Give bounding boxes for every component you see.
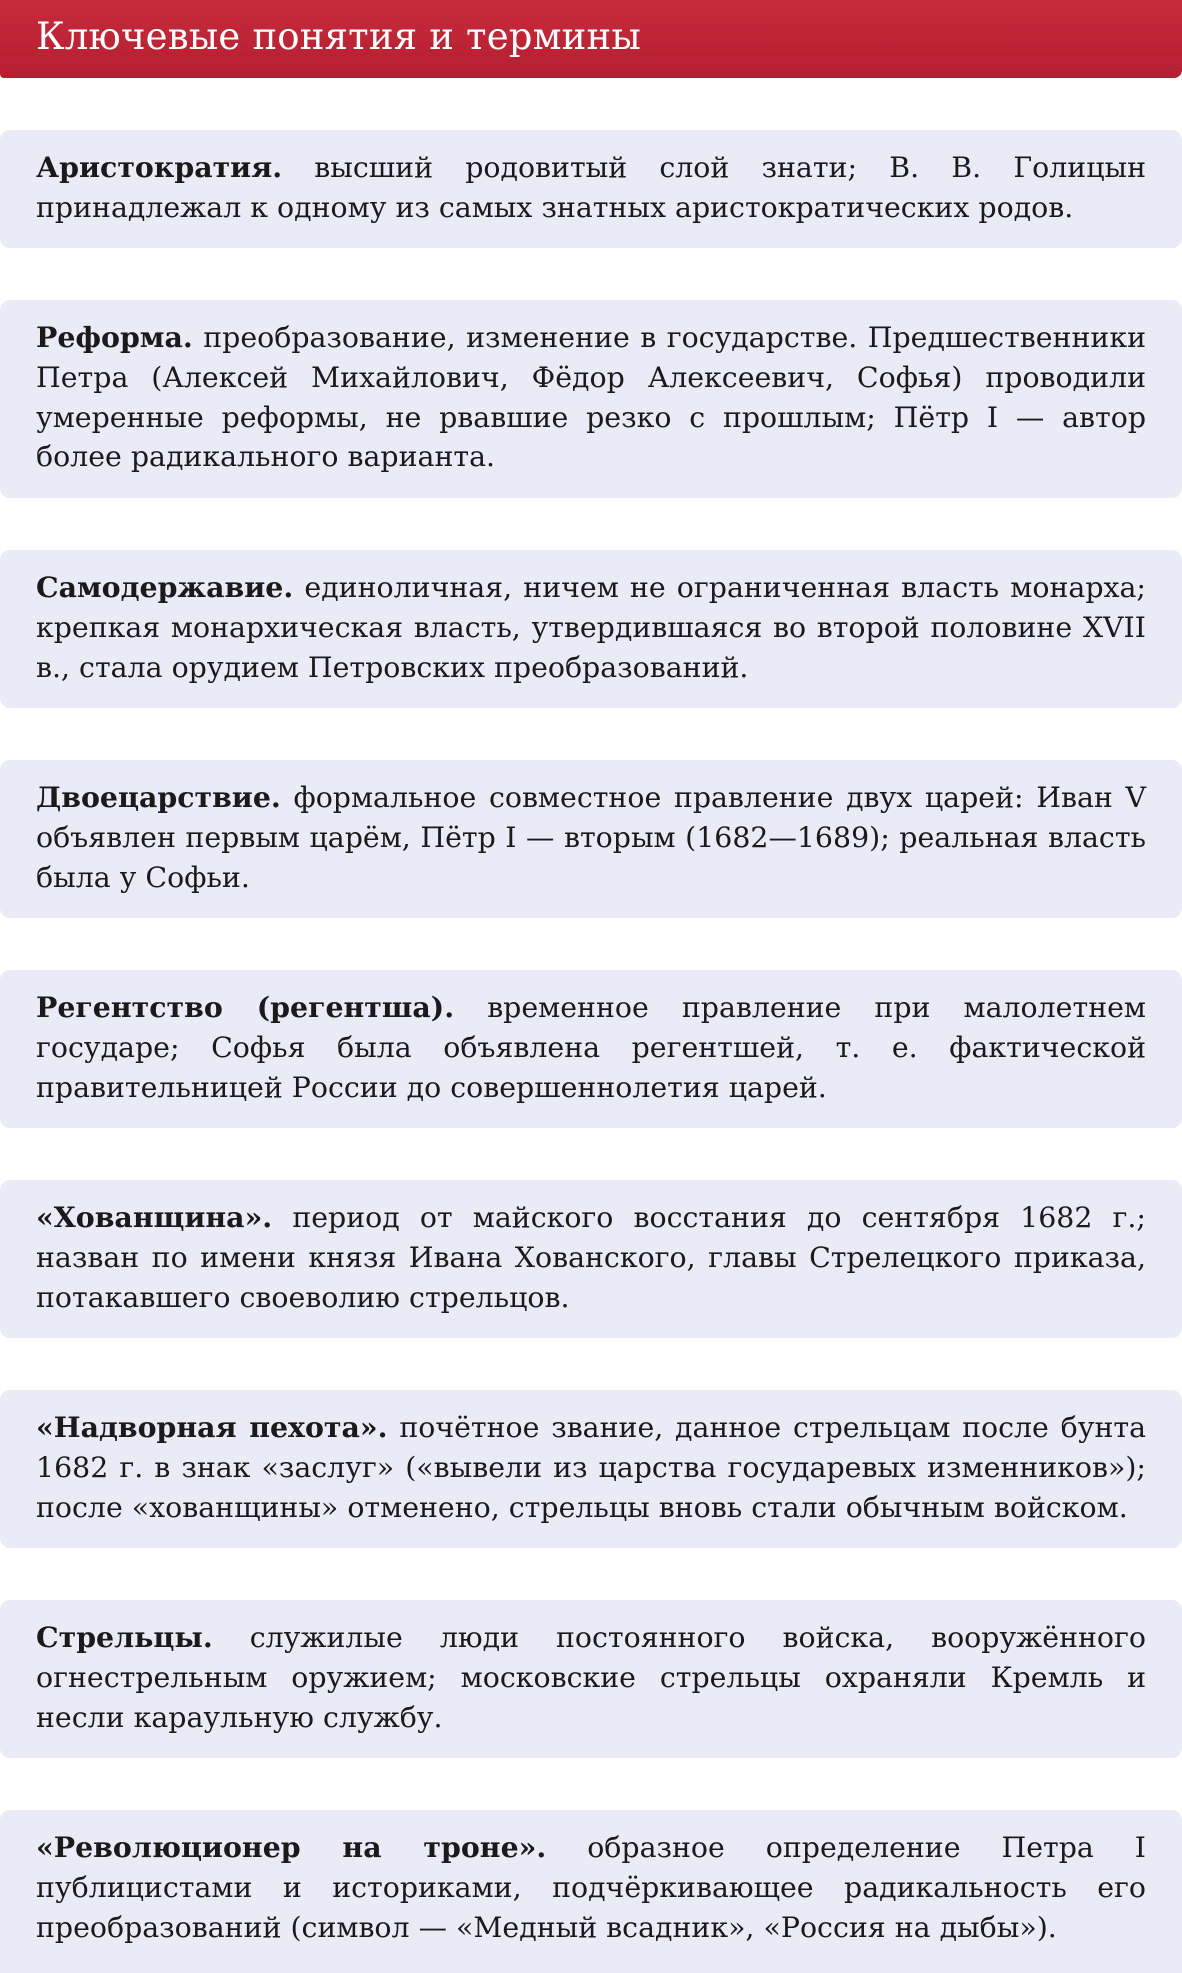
term-name: Аристократия.	[36, 150, 283, 184]
term-definition: период от майского восстания до сентября 1682 г.; назван по имени князя Ивана Хованского, главы Стрелецкого приказа, потакавшего своеволию стрельцов.	[36, 1201, 1146, 1314]
term-text	[36, 568, 1146, 687]
term-card-aristocracy	[0, 130, 1182, 248]
term-card-diarchy	[0, 760, 1182, 918]
term-definition: временное правление при малолетнем государе; Софья была объявлена регентшей, т. е. фактической правительницей России до совершеннолетия царей.	[36, 991, 1146, 1104]
term-definition: единоличная, ничем не ограниченная власть монарха; крепкая монархическая власть, утвердившаяся во второй половине XVII в., стала орудием Петровских преобразований.	[36, 571, 1146, 684]
term-name: «Хованщина».	[36, 1200, 273, 1234]
term-text	[36, 1198, 1146, 1317]
term-definition: формальное совместное правление двух царей: Иван V объявлен первым царём, Пётр I — вторым (1682—1689); реальная власть была у Софьи.	[36, 781, 1146, 894]
term-name: Самодержавие.	[36, 570, 294, 604]
term-definition: высший родовитый слой знати; В. В. Голицын принадлежал к одному из самых знатных аристократических родов.	[36, 151, 1146, 224]
term-text	[36, 778, 1146, 897]
term-card-regency	[0, 970, 1182, 1128]
term-card-autocracy	[0, 550, 1182, 708]
term-definition: преобразование, изменение в государстве. Предшественники Петра (Алексей Михайлович, Фёдор Алексеевич, Софья) проводили умеренные реформы, не рвавшие резко с прошлым; Пётр I — автор более радикального варианта.	[36, 321, 1146, 474]
term-card-revolutionary	[0, 1810, 1182, 1973]
term-text	[36, 988, 1146, 1107]
section-header	[0, 0, 1182, 78]
term-text	[36, 318, 1146, 477]
term-text	[36, 1618, 1146, 1737]
term-card-court-infantry	[0, 1390, 1182, 1548]
section-title: Ключевые понятия и термины	[36, 15, 642, 58]
term-definition: образное определение Петра I публицистами и историками, подчёркивающее радикальность его преобразований (символ — «Медный всадник», «Россия на дыбы»).	[36, 1831, 1146, 1944]
term-card-reform	[0, 300, 1182, 498]
term-definition: служилые люди постоянного войска, вооружённого огнестрельным оружием; московские стрельцы охраняли Кремль и несли караульную службу.	[36, 1621, 1146, 1734]
term-text	[36, 1408, 1146, 1527]
term-text	[36, 1828, 1146, 1947]
term-name: Двоецарствие.	[36, 780, 281, 814]
term-name: «Революционер на троне».	[36, 1830, 547, 1864]
term-text	[36, 148, 1146, 228]
term-name: Стрельцы.	[36, 1620, 213, 1654]
term-card-khovanshchina	[0, 1180, 1182, 1338]
term-name: Регентство (регентша).	[36, 990, 455, 1024]
term-name: «Надворная пехота».	[36, 1410, 388, 1444]
term-definition: почётное звание, данное стрельцам после бунта 1682 г. в знак «заслуг» («вывели из царства государевых изменников»); после «хованщины» отменено, стрельцы вновь стали обычным войском.	[36, 1411, 1146, 1524]
term-name: Реформа.	[36, 320, 193, 354]
term-card-streltsy	[0, 1600, 1182, 1758]
